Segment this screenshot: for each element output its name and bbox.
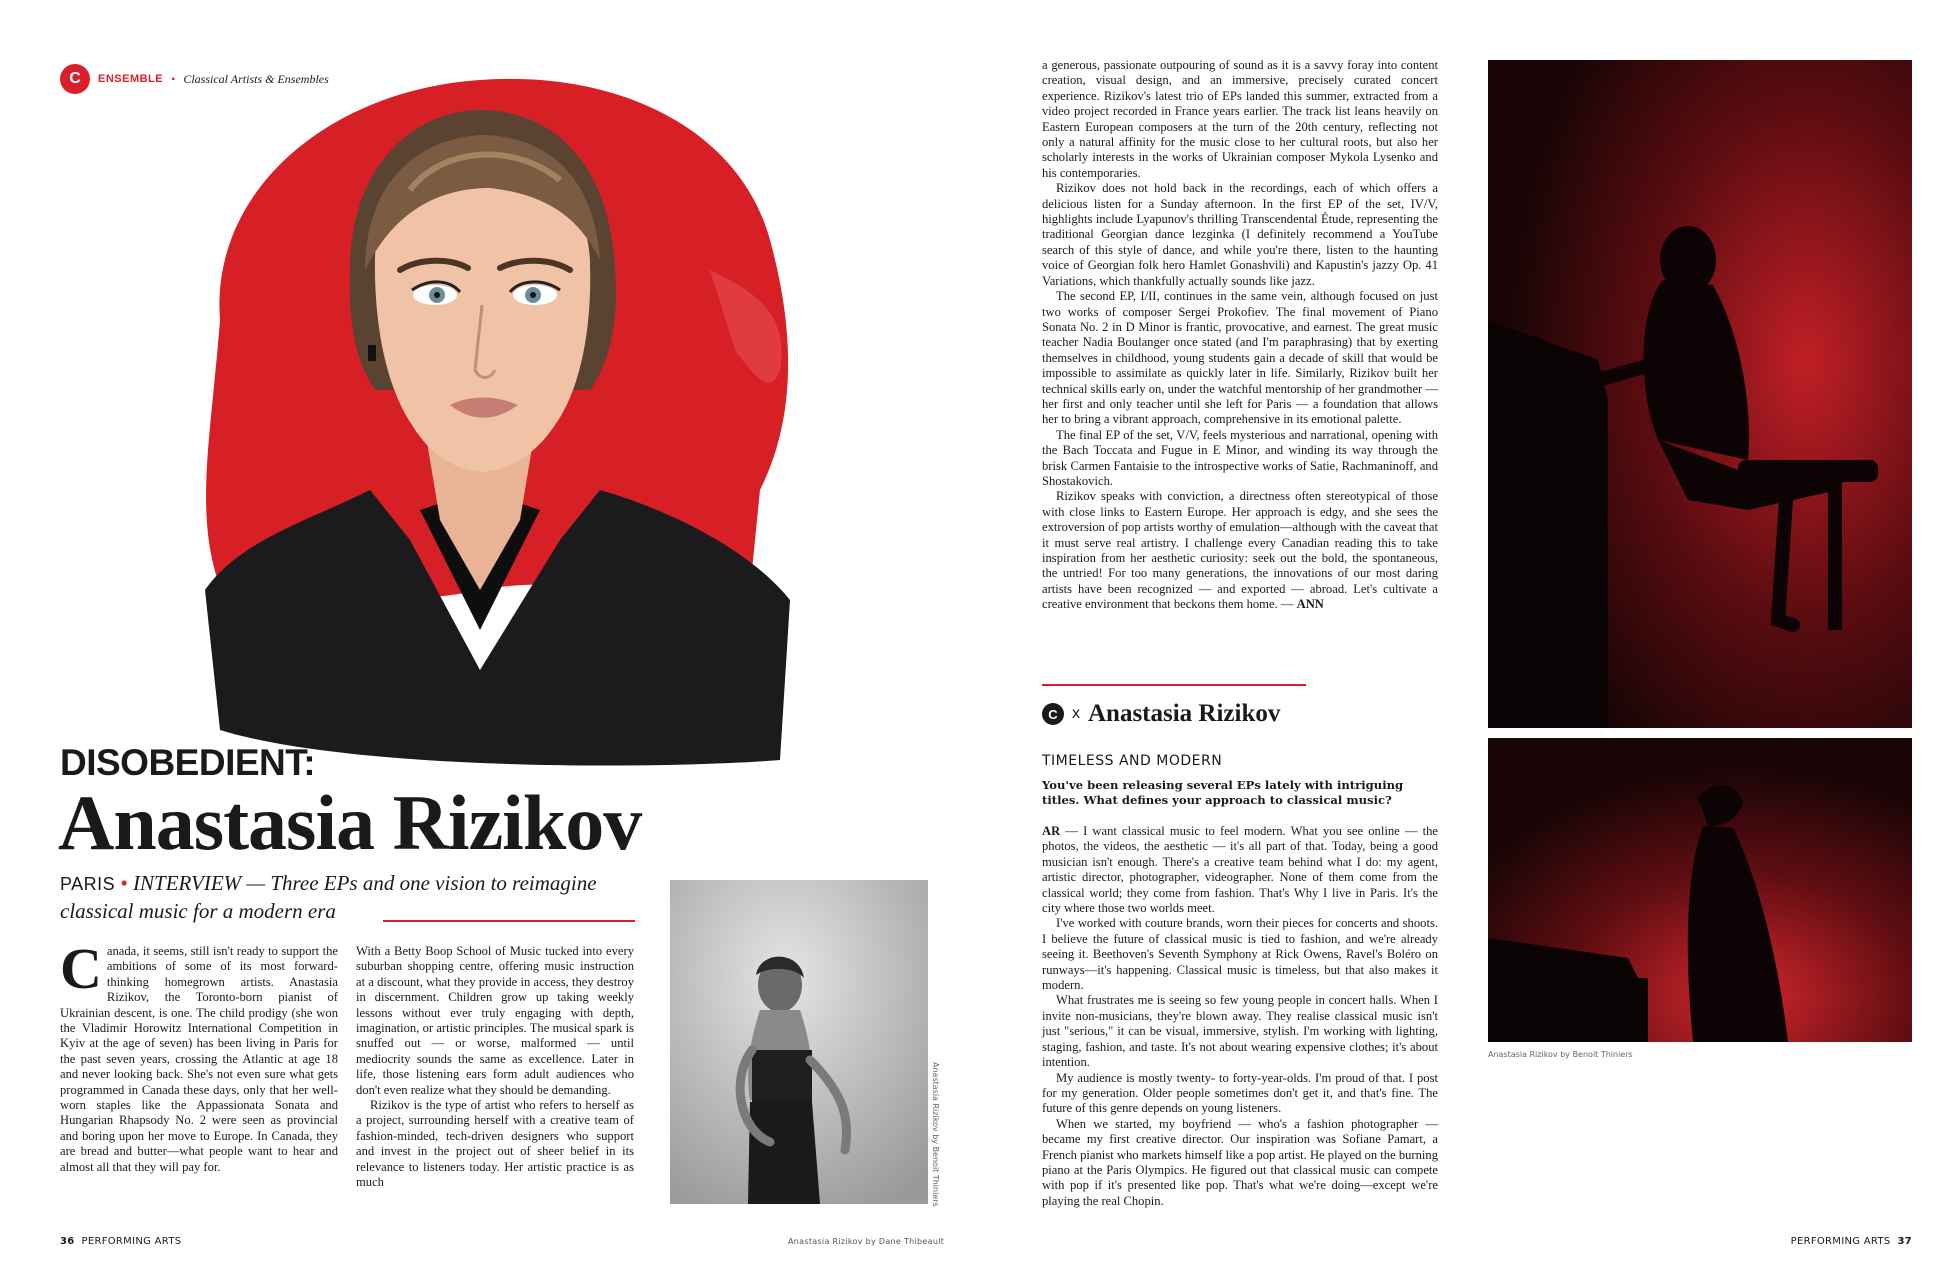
body-paragraph: a generous, passionate outpouring of sound as it is a savvy foray into content creation, visual design, and an immersive, precisely curated concert experience. Rizikov's latest trio of EPs landed this summer, extracted from a video project recorded in France years earlier. The track list leans heavily on Eastern European composers at the turn of the 20th century, reflecting not only a natural affinity for the music close to her cultural roots, but also her scholarly interests in the works of Ukrainian composer Mykola Lysenko and his contemporaries.: [1042, 58, 1438, 180]
footer-right-label: PERFORMING ARTS: [1790, 1236, 1891, 1247]
logo-letter: C: [69, 70, 81, 87]
answer-paragraph: When we started, my boyfriend — who's a fashion photographer — became my first creative director. Our inspiration was Sofiane Pamart, a French pianist who markets himself like a pop artist. He played on the burning piano at the Paris Olympics. He figured out that classical music can compete with pop if it's presented like pop. That's what we're doing—except we're playing the real Chopin.: [1042, 1116, 1438, 1208]
answer-paragraph: What frustrates me is seeing so few young people in concert halls. When I invite non-musicians, they're blown away. They realise classical music isn't just "serious," it can be visual, immersive, stylish. I'm working with lighting, staging, fashion, and taste. It's not about wearing expensive clothes; it's about intention.: [1042, 993, 1438, 1070]
drop-cap: C: [60, 936, 102, 1001]
article-column-1: [60, 936, 338, 1175]
body-paragraph: Rizikov is the type of artist who refers to herself as a project, surrounding herself with a creative team of fashion-minded, tech-driven designers who support and invest in the project out of sheer belief in its relevance to listeners today. Her artistic practice is as much: [356, 1098, 634, 1190]
footer-right: [1791, 1236, 1912, 1247]
dek-rule: [383, 920, 635, 922]
dek-text: INTERVIEW — Three EPs and one vision to reimagine classical music for a modern era: [60, 871, 597, 923]
right-photos-credit: Anastasia Rizikov by Benoit Thiniers: [1488, 1050, 1633, 1059]
body-paragraph: Rizikov does not hold back in the recordings, each of which offers a delicious listen for a Sunday afternoon. In the first EP of the set, IV/V, highlights include Lyapunov's thrilling Transcendental Étude, representing the traditional Georgian dance lezginka (I definitely recommend a YouTube search of this style of dance, and while you're there, listen to the haunting voice of Georgian folk hero Hamlet Gonashvili) and Kapustin's jazzy Op. 41 Variations, which thankfully actually sounds like jazz.: [1042, 181, 1438, 288]
body-paragraph: With a Betty Boop School of Music tucked into every suburban shopping centre, offering music instruction at a discount, what they provide in access, they destroy in discernment. Children grow up taking weekly lessons without ever truly engaging with depth, imagination, or artistic principles. The musical spark is snuffed out — or worse, malformed — until mediocrity sounds the same as excellence. Later in life, those listening ears form adult audiences who don't even realize what they should be demanding.: [356, 944, 634, 1097]
paragraph-text: Rizikov speaks with conviction, a directness often stereotypical of those with close links to Eastern Europe. Her approach is edgy, and she sees the extroversion of pop artists worthy of emulation—although with the caveat that it must serve real artistry. I challenge every Canadian reading this to take inspiration from her aesthetic curiosity: seek out the bold, the spontaneous, the untried! For too many generations, the innovations of our most daring artists have been recognized — and exported — abroad. Let's cultivate a creative environment that beckons them home. —: [1042, 489, 1438, 612]
section-separator: •: [171, 71, 176, 86]
paragraph-text: — I want classical music to feel modern. What you see online — the photos, the videos, the aesthetic — it's all part of that. Today, being a good musician isn't enough. There's a creative team behind what I do: my agent, artistic director, photographer, videographer. None of them come from the classical world; they come from fashion. That's Why I live in Paris. It's the city where those two worlds meet.: [1042, 824, 1438, 916]
qa-answer-column: [1042, 824, 1438, 1209]
footer-left: [60, 1236, 181, 1247]
inset-photo-credit: Anastasia Rizikov by Benoit Thiniers: [931, 1062, 940, 1207]
answer-paragraph: My audience is mostly twenty- to forty-year-olds. I'm proud of that. I post for my generation. Older people sometimes don't get it, and that's fine. The future of this genre depends on young listeners.: [1042, 1070, 1438, 1116]
paragraph-text: anada, it seems, still isn't ready to support the ambitions of some of its most forward-thinking homegrown artists. Anastasia Rizikov, the Toronto-born pianist of Ukrainian descent, is one. The child prodigy (she won the Vladimir Horowitz International Competition in Kyiv at the age of seven) has been living in Paris for the past seven years, crossing the Atlantic at age 18 and never looking back. She's not even sure what gets programmed in Canada these days, only that her well-worn staples like the Appassionata Sonata and Hungarian Rhapsody No. 2 were seen as provincial and boring upon her move to Europe. In Canada, they are bread and butter—what people want to hear and almost all that they will pay for.: [60, 944, 338, 1174]
qa-brand-name: Anastasia Rizikov: [1088, 700, 1281, 727]
magazine-logo-icon: [60, 64, 90, 94]
section-rule: [1042, 684, 1306, 686]
qa-brand-x: x: [1072, 705, 1080, 722]
body-paragraph: [60, 936, 338, 1175]
footer-left-label: PERFORMING ARTS: [81, 1236, 182, 1247]
qa-heading: TIMELESS AND MODERN: [1042, 753, 1223, 769]
illustration-credit: Anastasia Rizikov by Dane Thibeault: [788, 1237, 945, 1246]
author-signature: ANN: [1296, 597, 1324, 612]
article-kicker: DISOBEDIENT:: [60, 742, 316, 783]
article-headline: Anastasia Rizikov: [58, 779, 642, 866]
qa-brand: [1042, 700, 1280, 728]
page-number-left: 36: [60, 1236, 75, 1247]
article-column-3: [1042, 58, 1438, 613]
inset-photo: [670, 880, 928, 1204]
body-paragraph: The second EP, I/II, continues in the same vein, although focused on just two works of composer Sergei Prokofiev. The final movement of Piano Sonata No. 2 in D Minor is frantic, provocative, and earnest. The great music teacher Nadia Boulanger once stated (and I'm paraphrasing) that by exerting themselves in childhood, young students gain a decade of skill that would be impossible to assimilate as quickly later in life. Similarly, Rizikov built her technical skills early on, under the watchful mentorship of her grandmother — her first and only teacher until she left for Paris — a foundation that allows her to bring a vibrant approach, comprehensive in its emotional palette.: [1042, 289, 1438, 427]
piano-photo-bottom: [1488, 738, 1912, 1042]
body-paragraph: [1042, 489, 1438, 612]
portrait-illustration: [150, 70, 800, 770]
section-name: ENSEMBLE: [98, 73, 164, 85]
body-paragraph: The final EP of the set, V/V, feels mysterious and narrational, opening with the Bach Toccata and Fugue in E Minor, and winding its way through the brisk Carmen Fantaisie to the introspective works of Satie, Rachmaninoff, and Shostakovich.: [1042, 427, 1438, 488]
dek-city: PARIS: [60, 874, 116, 894]
answer-paragraph: [1042, 824, 1438, 916]
dek-separator: •: [120, 871, 128, 895]
magazine-c-icon: [1042, 703, 1064, 725]
page-number-right: 37: [1897, 1236, 1912, 1247]
ar-label: AR: [1042, 824, 1061, 838]
brand-letter: C: [1048, 706, 1058, 722]
article-dek: [60, 870, 650, 925]
qa-question: You've been releasing several EPs lately with intriguing titles. What defines your approach to classical music?: [1042, 778, 1404, 807]
article-column-2: [356, 944, 634, 1191]
piano-photo-top: [1488, 60, 1912, 728]
answer-paragraph: I've worked with couture brands, worn their pieces for concerts and shoots. I believe the future of classical music is tied to fashion, and we're already seeing it. Beethoven's Seventh Symphony at Rick Owens, Ravel's Boléro on runways—it's happening. Classical music is timeless, but that also makes it modern.: [1042, 916, 1438, 993]
section-subtitle: Classical Artists & Ensembles: [183, 71, 329, 86]
